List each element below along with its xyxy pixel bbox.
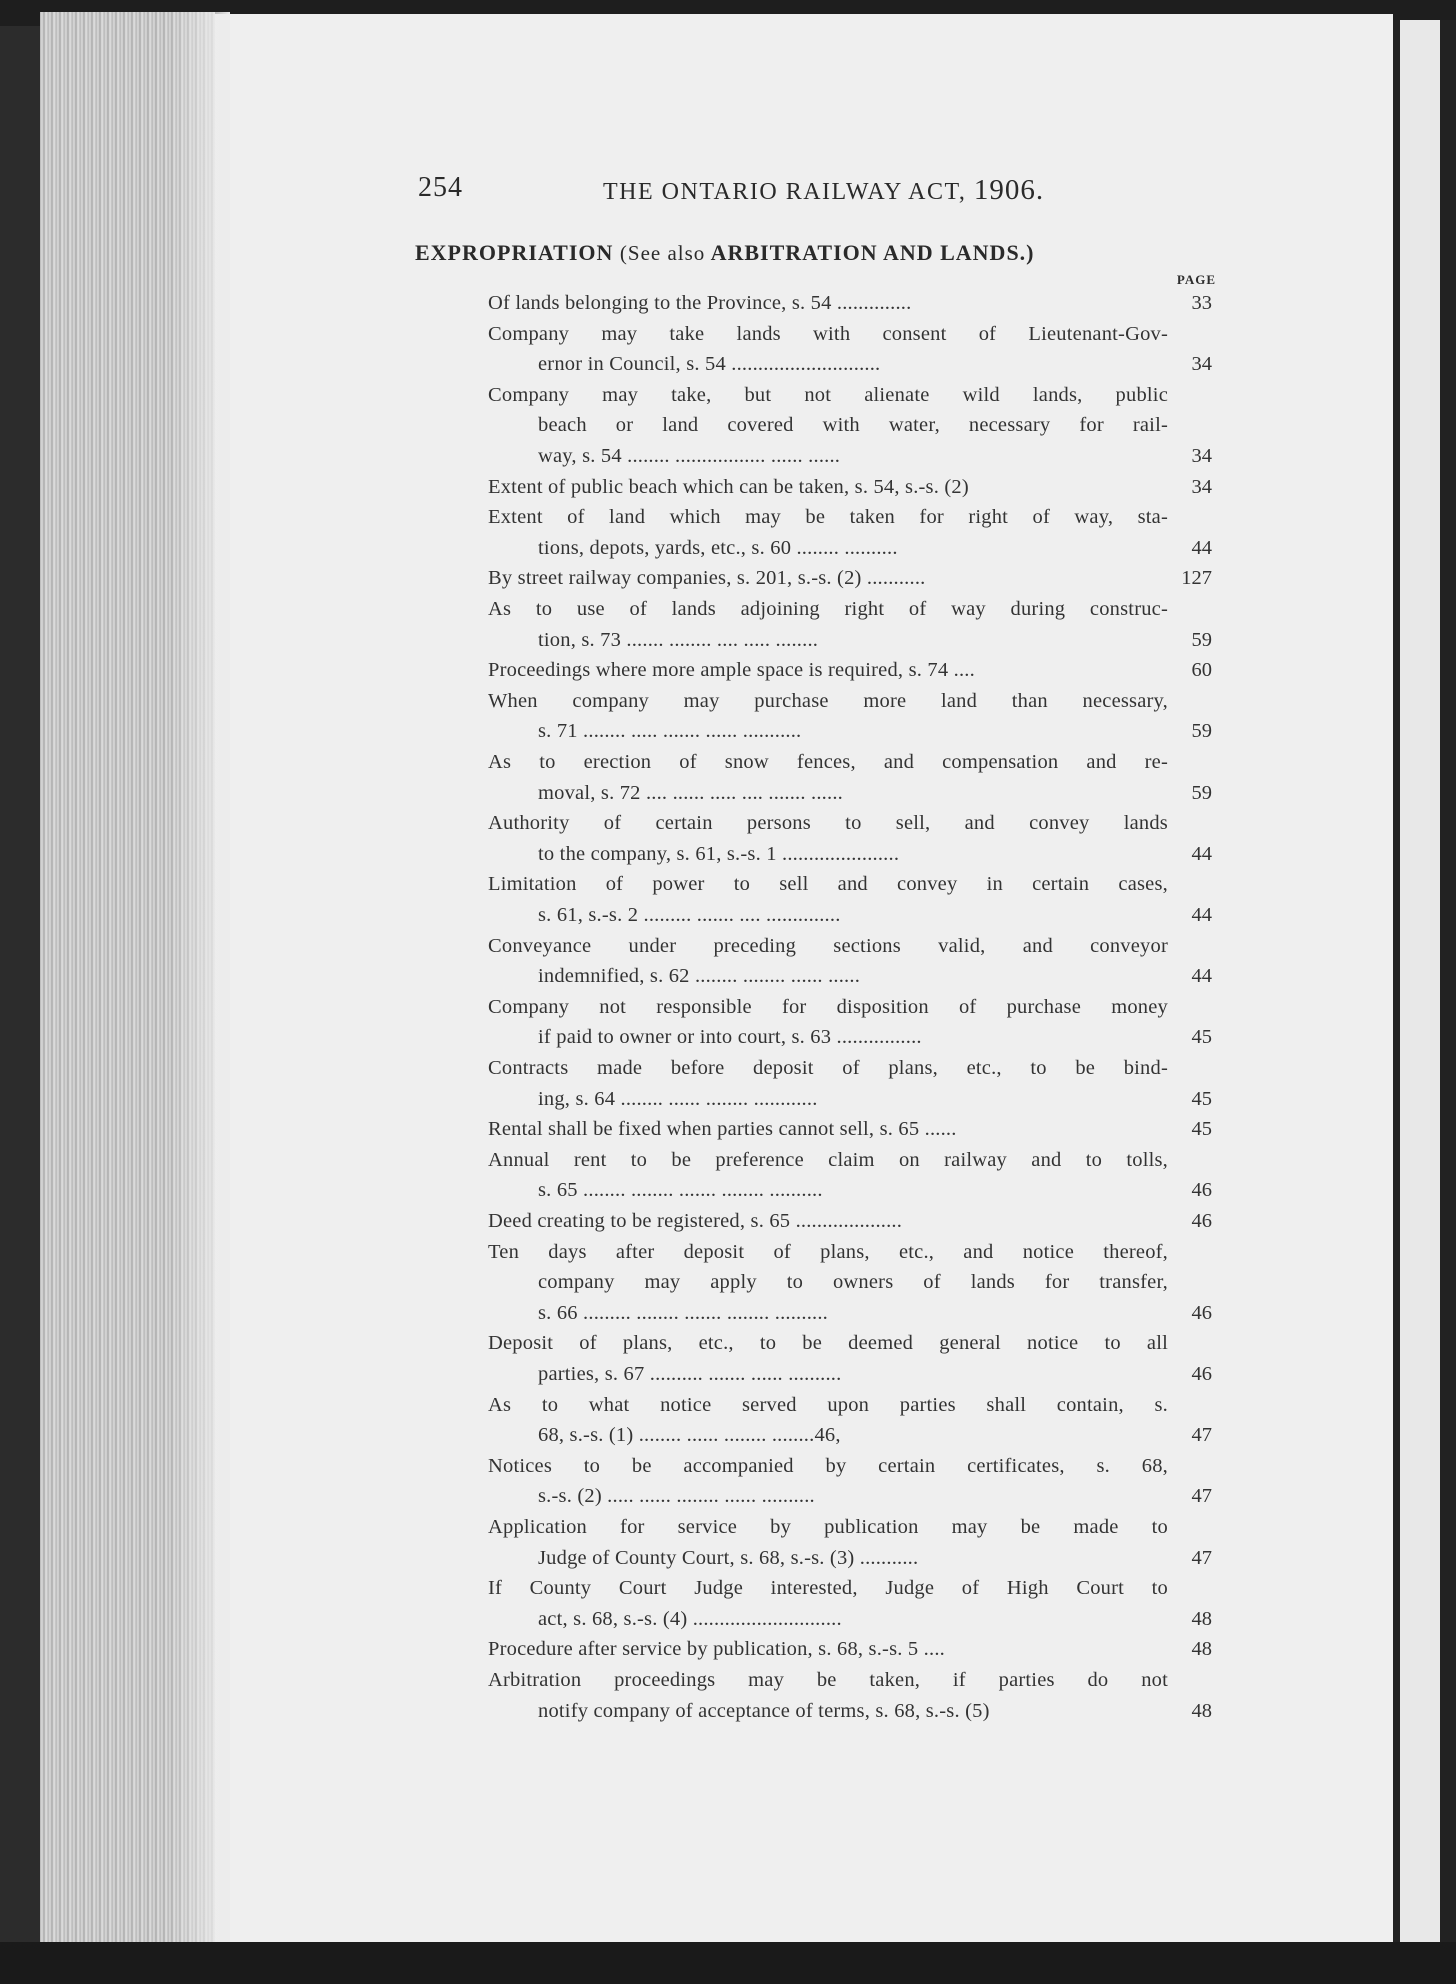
entry-page-number: 59 [1191, 720, 1212, 743]
page-number: 254 [418, 172, 463, 203]
entry-line: s. 71 ........ ..... ....... ...... ........... [538, 720, 802, 743]
entry-line: 68, s.-s. (1) ........ ...... ........ ........46, [538, 1424, 841, 1447]
entry-page-number: 34 [1191, 445, 1212, 467]
entry-line: As to erection of snow fences, and compensation and re- [488, 751, 1168, 773]
entry-page-number: 47 [1191, 1424, 1212, 1447]
entry-line: s.-s. (2) ..... ...... ........ ...... .......... [538, 1485, 815, 1508]
entry-page-number: 48 [1191, 1699, 1212, 1722]
entry-line: indemnified, s. 62 ........ ........ ...... ...... [538, 965, 861, 988]
see-also-label: (See also [619, 241, 706, 265]
facing-page-edge [1400, 20, 1440, 1942]
entry-line: parties, s. 67 .......... ....... ...... .......... [538, 1363, 842, 1385]
entry-line: Company not responsible for disposition of purchase money [488, 995, 1168, 1018]
section-heading-title: EXPROPRIATION [415, 240, 614, 265]
entry-line: Procedure after service by publication, s. 68, s.-s. 5 .... [488, 1638, 945, 1661]
entry-page-number: 45 [1191, 1118, 1212, 1141]
page-gutter-fade [170, 12, 230, 1942]
entry-line: to the company, s. 61, s.-s. 1 ...................... [538, 842, 900, 865]
entry-page-number: 46 [1191, 1363, 1212, 1385]
entry-line: Ten days after deposit of plans, etc., and notice thereof, [488, 1240, 1168, 1263]
entry-page-number: 48 [1191, 1638, 1212, 1661]
entry-line: Judge of County Court, s. 68, s.-s. (3) ........... [538, 1546, 919, 1569]
entry-line: If County Court Judge interested, Judge of High Court to [488, 1577, 1168, 1600]
entry-page-number: 45 [1191, 1087, 1212, 1110]
entry-line: Contracts made before deposit of plans, etc., to be bind- [488, 1057, 1168, 1079]
entry-line: beach or land covered with water, necessary for rail- [538, 414, 1168, 437]
entry-line: company may apply to owners of lands for transfer, [538, 1271, 1168, 1294]
entry-line: Deposit of plans, etc., to be deemed general notice to all [488, 1332, 1168, 1355]
entry-page-number: 47 [1191, 1485, 1212, 1508]
section-heading [415, 240, 1215, 266]
entry-page-number: 34 [1191, 475, 1212, 498]
entry-line: Of lands belonging to the Province, s. 54 .............. [488, 292, 912, 314]
entry-page-number: 60 [1191, 659, 1212, 682]
entry-line: When company may purchase more land than necessary, [488, 689, 1168, 712]
entry-line: Limitation of power to sell and convey in certain cases, [488, 873, 1168, 896]
entry-line: Arbitration proceedings may be taken, if parties do not [488, 1669, 1168, 1691]
running-head-title-text: THE ONTARIO RAILWAY ACT, [603, 179, 967, 205]
entry-line: Deed creating to be registered, s. 65 .................... [488, 1210, 903, 1232]
entry-page-number: 59 [1191, 628, 1212, 651]
entry-page-number: 46 [1191, 1301, 1212, 1324]
entry-page-number: 46 [1191, 1210, 1212, 1232]
entry-page-number: 48 [1191, 1607, 1212, 1630]
entry-page-number: 59 [1191, 781, 1212, 804]
entry-line: As to use of lands adjoining right of way during construc- [488, 598, 1168, 620]
entry-page-number: 44 [1191, 965, 1212, 988]
entry-line: Extent of public beach which can be taken, s. 54, s.-s. (2) [488, 475, 969, 498]
entry-line: ernor in Council, s. 54 ............................ [538, 353, 881, 376]
entry-page-number: 34 [1191, 353, 1212, 376]
entry-line: s. 61, s.-s. 2 ......... ....... .... .............. [538, 904, 841, 926]
entry-line: Annual rent to be preference claim on railway and to tolls, [488, 1148, 1168, 1171]
entry-line: Conveyance under preceding sections valid, and conveyor [488, 934, 1168, 957]
entry-line: s. 66 ......... ........ ....... ........ .......... [538, 1301, 829, 1324]
entry-line: if paid to owner or into court, s. 63 ................ [538, 1026, 922, 1049]
entry-line: By street railway companies, s. 201, s.-s. (2) ........... [488, 567, 926, 590]
running-head-title [603, 174, 1044, 207]
entry-line: Rental shall be fixed when parties cannot sell, s. 65 ...... [488, 1118, 957, 1141]
entry-line: Authority of certain persons to sell, and convey lands [488, 812, 1168, 835]
entry-page-number: 44 [1191, 904, 1212, 926]
entry-page-number: 44 [1191, 842, 1212, 865]
scan-bottom-shadow [0, 1942, 1456, 1984]
entry-line: Extent of land which may be taken for right of way, sta- [488, 506, 1168, 529]
entry-line: tion, s. 73 ....... ........ .... ..... ........ [538, 628, 819, 651]
entry-line: As to what notice served upon parties shall contain, s. [488, 1393, 1168, 1416]
entry-line: Company may take, but not alienate wild lands, public [488, 383, 1168, 406]
entry-line: way, s. 54 ........ ................. ...... ...... [538, 445, 841, 467]
entry-line: s. 65 ........ ........ ....... ........ .......... [538, 1179, 823, 1202]
running-head-year: 1906. [973, 174, 1045, 206]
entry-line: notify company of acceptance of terms, s. 68, s.-s. (5) [538, 1699, 990, 1722]
entry-line: act, s. 68, s.-s. (4) ............................ [538, 1607, 842, 1630]
entry-page-number: 47 [1191, 1546, 1212, 1569]
entry-line: Company may take lands with consent of Lieutenant-Gov- [488, 322, 1168, 345]
entry-page-number: 44 [1191, 536, 1212, 559]
entry-line: Proceedings where more ample space is required, s. 74 .... [488, 659, 975, 682]
entry-line: tions, depots, yards, etc., s. 60 ........ .......... [538, 536, 898, 559]
entry-line: Application for service by publication may be made to [488, 1516, 1168, 1538]
entry-page-number: 45 [1191, 1026, 1212, 1049]
page-column-label: PAGE [1176, 272, 1216, 287]
entry-page-number: 46 [1191, 1179, 1212, 1202]
entry-page-number: 127 [1181, 567, 1212, 590]
running-head [418, 168, 1058, 208]
entry-line: moval, s. 72 .... ...... ..... .... ....... ...... [538, 781, 843, 804]
entry-page-number: 33 [1191, 292, 1212, 314]
entry-line: Notices to be accompanied by certain certificates, s. 68, [488, 1454, 1168, 1477]
see-also-targets: ARBITRATION AND LANDS.) [710, 240, 1035, 265]
entry-line: ing, s. 64 ........ ...... ........ ............ [538, 1087, 818, 1110]
